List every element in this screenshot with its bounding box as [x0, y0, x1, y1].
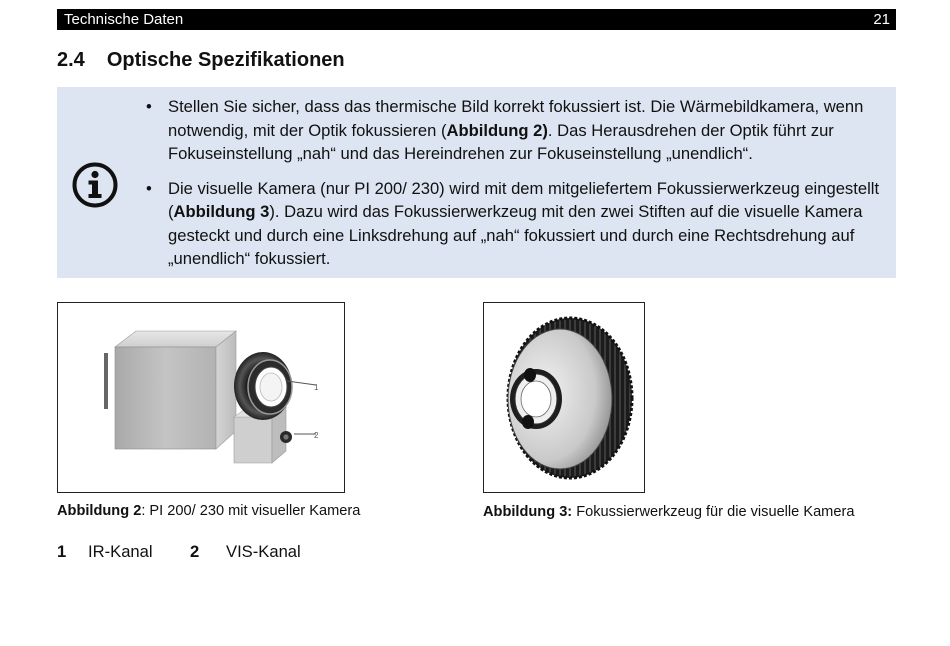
legend-number: 1 — [57, 542, 67, 561]
info-icon — [71, 161, 119, 209]
figure-focus-tool-image — [483, 302, 645, 493]
note-list — [146, 95, 886, 282]
note-bullet-focus-thermal: • Stellen Sie sicher, dass das thermische Bild korrekt fokussiert ist. Die Wärmebildkamera, wenn notwendig, mit der Optik fokussieren (Abbildung 2). Das Herausdrehen der Optik führt zur Fokuseinstellung „nah“ und das Hereindrehen zur Fokuseinstellung „unendlich“. — [146, 95, 886, 166]
section-heading — [57, 49, 345, 72]
figure3-caption — [483, 504, 854, 520]
legend-label: IR-Kanal — [88, 542, 153, 561]
focus-tool-illustration — [484, 303, 643, 491]
callout-1-label: 1 — [314, 383, 319, 392]
note-box — [57, 87, 896, 278]
section-title: Optische Spezifikationen — [106, 49, 345, 71]
page-number: 21 — [873, 11, 890, 28]
figure2-caption-text: : PI 200/ 230 mit visueller Kamera — [141, 503, 361, 519]
legend-item-ir — [57, 542, 190, 562]
header-title: Technische Daten — [64, 11, 184, 28]
legend-label: VIS-Kanal — [226, 542, 301, 561]
figure2-caption — [57, 503, 360, 519]
figure-legend — [57, 542, 301, 562]
page-header — [57, 9, 896, 30]
note-bullet-focus-visual: • Die visuelle Kamera (nur PI 200/ 230) wird mit dem mitgeliefertem Fokussierwerkzeug eingestellt (Abbildung 3). Dazu wird das Fokussierwerkzeug mit den zwei Stiften auf die visuelle Kamera gesteckt und durch eine Linksdrehung auf „nah“ fokussiert und durch eine Rechtsdrehung auf „unendlich“ fokussiert. — [146, 177, 886, 271]
legend-item-vis — [190, 542, 301, 562]
legend-number: 2 — [190, 542, 200, 561]
figure2-caption-label: Abbildung 2 — [57, 503, 142, 519]
figure3-caption-text: Fokussierwerkzeug für die visuelle Kamera — [572, 504, 855, 520]
section-number: 2.4 — [57, 49, 85, 71]
callout-2-label: 2 — [314, 431, 319, 440]
figure3-caption-label: Abbildung 3: — [483, 504, 573, 520]
camera-illustration — [58, 303, 343, 491]
figure-camera-image — [57, 302, 345, 493]
